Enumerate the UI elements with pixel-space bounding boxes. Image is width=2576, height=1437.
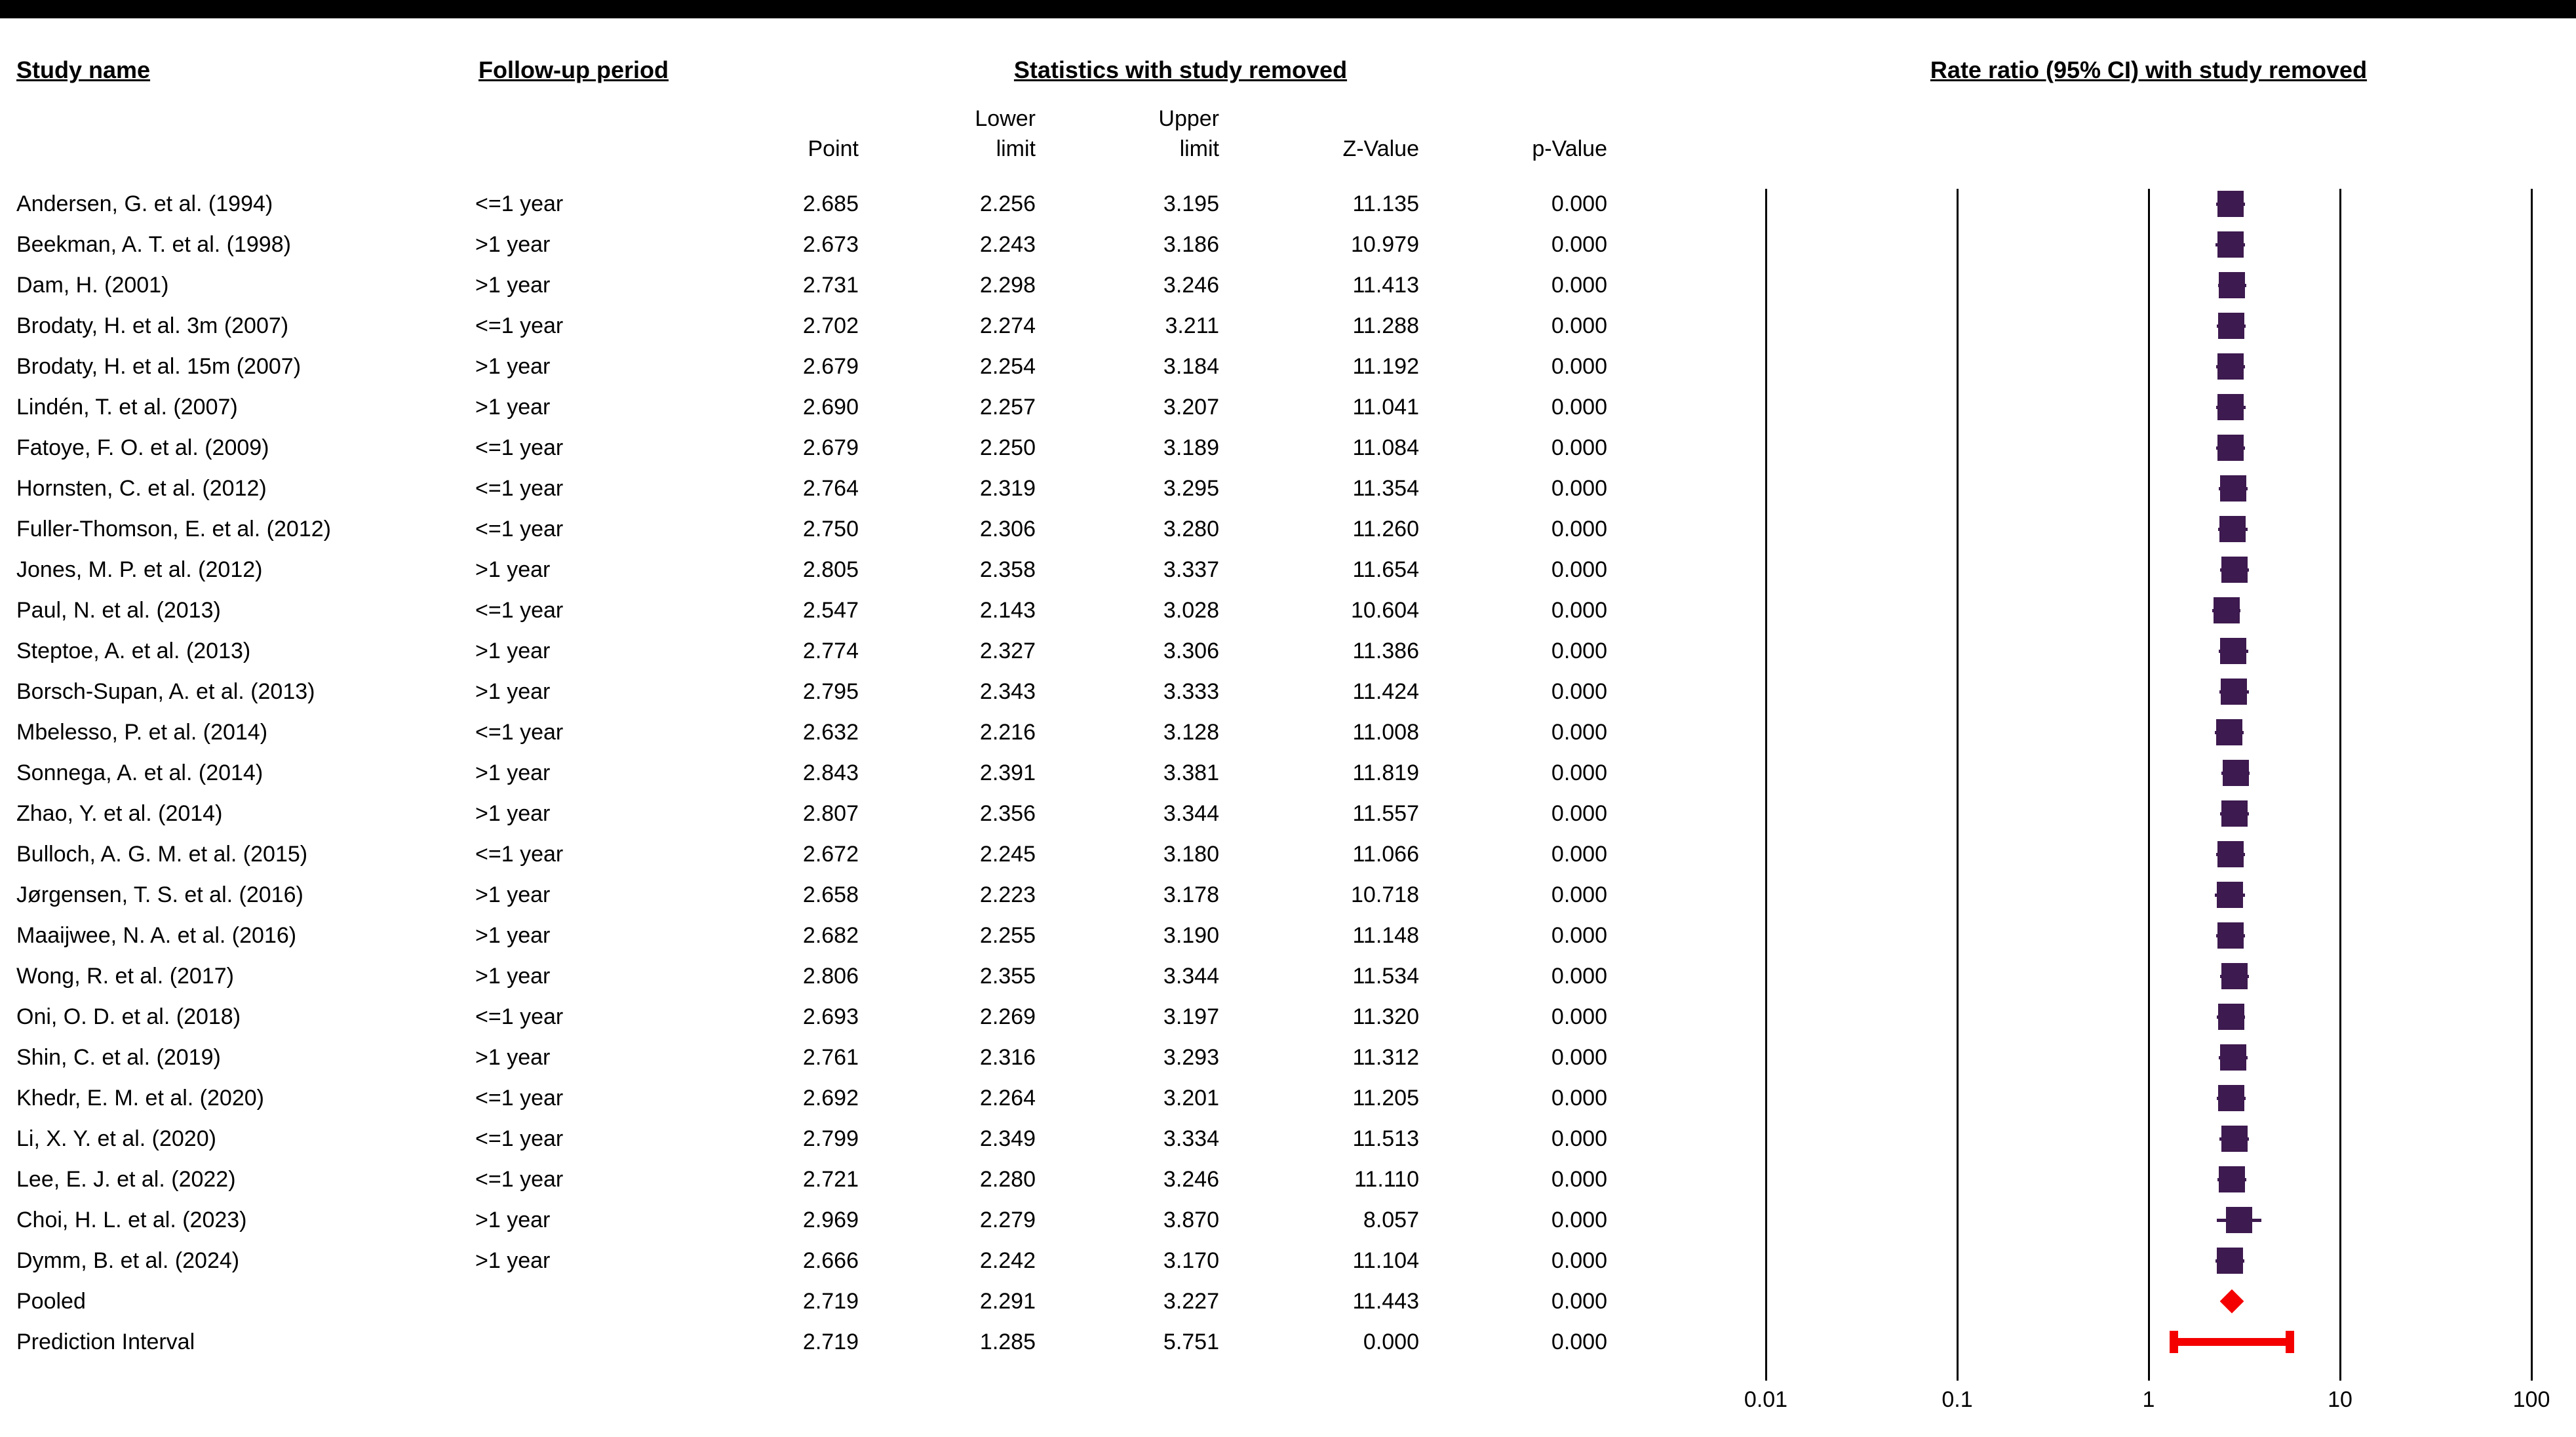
table-row <box>0 1240 2576 1281</box>
upper-limit-value: 3.870 <box>1163 1207 1219 1232</box>
followup-period: >1 year <box>475 353 551 379</box>
lower-limit-value: 2.250 <box>979 435 1036 460</box>
upper-limit-value: 3.306 <box>1163 638 1219 663</box>
table-row <box>0 1281 2576 1322</box>
point-value: 2.843 <box>802 760 859 785</box>
z-value: 11.424 <box>1352 679 1419 704</box>
point-value: 2.690 <box>802 394 859 420</box>
lower-limit-value: 2.298 <box>979 272 1036 298</box>
study-name: Sonnega, A. et al. (2014) <box>16 760 263 785</box>
p-value: 0.000 <box>1551 1004 1607 1029</box>
upper-limit-value: 3.189 <box>1163 435 1219 460</box>
p-value: 0.000 <box>1551 191 1607 216</box>
point-value: 2.795 <box>802 679 859 704</box>
study-name: Zhao, Y. et al. (2014) <box>16 800 223 826</box>
point-value: 2.632 <box>802 719 859 745</box>
column-header-statistics: Statistics with study removed <box>1013 56 1348 83</box>
table-row <box>0 875 2576 915</box>
p-value: 0.000 <box>1551 557 1607 582</box>
followup-period: >1 year <box>475 922 551 948</box>
point-value: 2.672 <box>802 841 859 867</box>
lower-limit-value: 2.254 <box>979 353 1036 379</box>
followup-period: <=1 year <box>475 516 564 541</box>
study-name: Fatoye, F. O. et al. (2009) <box>16 435 269 460</box>
p-value: 0.000 <box>1551 435 1607 460</box>
point-value: 2.799 <box>802 1126 859 1151</box>
upper-limit-value: 3.207 <box>1163 394 1219 420</box>
table-row <box>0 1200 2576 1240</box>
z-value: 11.354 <box>1352 475 1419 501</box>
table-row <box>0 631 2576 671</box>
point-value: 2.807 <box>802 800 859 826</box>
study-name: Mbelesso, P. et al. (2014) <box>16 719 268 745</box>
study-name: Dam, H. (2001) <box>16 272 169 298</box>
column-header-followup-period: Follow-up period <box>478 56 669 83</box>
p-value: 0.000 <box>1551 638 1607 663</box>
upper-limit-value: 3.170 <box>1163 1248 1219 1273</box>
table-row <box>0 346 2576 387</box>
upper-limit-value: 3.180 <box>1163 841 1219 867</box>
followup-period: >1 year <box>475 800 551 826</box>
point-value: 2.719 <box>802 1288 859 1314</box>
upper-limit-value: 3.246 <box>1163 272 1219 298</box>
followup-period: <=1 year <box>475 1126 564 1151</box>
followup-period: <=1 year <box>475 313 564 338</box>
study-name: Brodaty, H. et al. 3m (2007) <box>16 313 289 338</box>
point-value: 2.750 <box>802 516 859 541</box>
point-value: 2.547 <box>802 597 859 623</box>
study-name: Beekman, A. T. et al. (1998) <box>16 231 291 257</box>
study-name: Hornsten, C. et al. (2012) <box>16 475 267 501</box>
point-value: 2.721 <box>802 1166 859 1192</box>
lower-limit-value: 2.306 <box>979 516 1036 541</box>
followup-period: >1 year <box>475 394 551 420</box>
table-row <box>0 712 2576 753</box>
p-value: 0.000 <box>1551 922 1607 948</box>
followup-period: <=1 year <box>475 1085 564 1111</box>
p-value: 0.000 <box>1551 272 1607 298</box>
point-value: 2.673 <box>802 231 859 257</box>
z-value: 11.084 <box>1352 435 1419 460</box>
table-row <box>0 671 2576 712</box>
z-value: 0.000 <box>1363 1329 1419 1354</box>
z-value: 11.192 <box>1352 353 1419 379</box>
table-row <box>0 1322 2576 1362</box>
study-name: Pooled <box>16 1288 86 1314</box>
lower-limit-value: 2.316 <box>979 1044 1036 1070</box>
point-value: 2.658 <box>802 882 859 907</box>
upper-limit-value: 3.197 <box>1163 1004 1219 1029</box>
z-value: 11.386 <box>1352 638 1419 663</box>
upper-limit-value: 3.344 <box>1163 800 1219 826</box>
followup-period: <=1 year <box>475 475 564 501</box>
lower-limit-value: 2.274 <box>979 313 1036 338</box>
table-row <box>0 1078 2576 1118</box>
z-value: 11.320 <box>1352 1004 1419 1029</box>
upper-limit-value: 3.190 <box>1163 922 1219 948</box>
study-name: Lindén, T. et al. (2007) <box>16 394 238 420</box>
upper-limit-value: 3.186 <box>1163 231 1219 257</box>
study-name: Choi, H. L. et al. (2023) <box>16 1207 247 1232</box>
table-row <box>0 468 2576 509</box>
table-row <box>0 1118 2576 1159</box>
z-value: 11.443 <box>1352 1288 1419 1314</box>
lower-limit-value: 2.358 <box>979 557 1036 582</box>
study-name: Steptoe, A. et al. (2013) <box>16 638 251 663</box>
p-value: 0.000 <box>1551 963 1607 989</box>
lower-limit-value: 2.349 <box>979 1126 1036 1151</box>
axis-tick-label: 1 <box>2142 1387 2155 1412</box>
point-value: 2.719 <box>802 1329 859 1354</box>
table-row <box>0 1159 2576 1200</box>
z-value: 10.604 <box>1351 597 1419 623</box>
study-name: Oni, O. D. et al. (2018) <box>16 1004 241 1029</box>
upper-limit-value: 3.227 <box>1163 1288 1219 1314</box>
table-row <box>0 427 2576 468</box>
table-row <box>0 549 2576 590</box>
p-value: 0.000 <box>1551 719 1607 745</box>
p-value: 0.000 <box>1551 1166 1607 1192</box>
upper-limit-value: 3.246 <box>1163 1166 1219 1192</box>
table-row <box>0 915 2576 956</box>
followup-period: >1 year <box>475 557 551 582</box>
point-value: 2.731 <box>802 272 859 298</box>
lower-limit-value: 2.356 <box>979 800 1036 826</box>
point-value: 2.666 <box>802 1248 859 1273</box>
study-name: Prediction Interval <box>16 1329 195 1354</box>
table-row <box>0 184 2576 224</box>
study-name: Jones, M. P. et al. (2012) <box>16 557 263 582</box>
study-name: Fuller-Thomson, E. et al. (2012) <box>16 516 331 541</box>
lower-limit-value: 1.285 <box>979 1329 1036 1354</box>
col-header-lower-limit <box>859 104 1036 164</box>
lower-limit-value: 2.269 <box>979 1004 1036 1029</box>
table-row <box>0 387 2576 427</box>
upper-limit-value: 3.333 <box>1163 679 1219 704</box>
p-value: 0.000 <box>1551 1288 1607 1314</box>
axis-tick-label: 100 <box>2512 1387 2550 1412</box>
upper-limit-value: 3.195 <box>1163 191 1219 216</box>
p-value: 0.000 <box>1551 1207 1607 1232</box>
table-row <box>0 996 2576 1037</box>
point-value: 2.764 <box>802 475 859 501</box>
followup-period: >1 year <box>475 1044 551 1070</box>
p-value: 0.000 <box>1551 1126 1607 1151</box>
column-header-rate-ratio-plot: Rate ratio (95% CI) with study removed <box>1930 56 2368 83</box>
followup-period: >1 year <box>475 638 551 663</box>
z-value: 11.008 <box>1352 719 1419 745</box>
p-value: 0.000 <box>1551 313 1607 338</box>
z-value: 11.413 <box>1352 272 1419 298</box>
z-value: 11.557 <box>1352 800 1419 826</box>
upper-limit-value: 3.295 <box>1163 475 1219 501</box>
p-value: 0.000 <box>1551 475 1607 501</box>
p-value: 0.000 <box>1551 800 1607 826</box>
point-value: 2.682 <box>802 922 859 948</box>
table-row <box>0 265 2576 305</box>
study-name: Dymm, B. et al. (2024) <box>16 1248 240 1273</box>
upper-limit-value: 3.280 <box>1163 516 1219 541</box>
lower-limit-value: 2.280 <box>979 1166 1036 1192</box>
followup-period: <=1 year <box>475 1004 564 1029</box>
point-value: 2.969 <box>802 1207 859 1232</box>
followup-period: <=1 year <box>475 597 564 623</box>
lower-limit-value: 2.319 <box>979 475 1036 501</box>
upper-limit-value: 3.381 <box>1163 760 1219 785</box>
point-value: 2.693 <box>802 1004 859 1029</box>
point-value: 2.702 <box>802 313 859 338</box>
p-value: 0.000 <box>1551 882 1607 907</box>
lower-limit-value: 2.343 <box>979 679 1036 704</box>
sub-header-row <box>0 104 1607 164</box>
lower-limit-value: 2.391 <box>979 760 1036 785</box>
col-header-p-value: p-Value <box>1532 136 1607 161</box>
lower-limit-value: 2.245 <box>979 841 1036 867</box>
followup-period: >1 year <box>475 231 551 257</box>
upper-limit-value: 3.178 <box>1163 882 1219 907</box>
table-row <box>0 1037 2576 1078</box>
upper-limit-value: 3.028 <box>1163 597 1219 623</box>
z-value: 11.110 <box>1354 1166 1419 1192</box>
table-row <box>0 793 2576 834</box>
table-row <box>0 834 2576 875</box>
followup-period: >1 year <box>475 760 551 785</box>
lower-limit-value: 2.243 <box>979 231 1036 257</box>
axis-tick-label: 10 <box>2328 1387 2352 1412</box>
lower-limit-value: 2.216 <box>979 719 1036 745</box>
col-header-upper-limit <box>1036 104 1219 164</box>
lower-limit-value: 2.257 <box>979 394 1036 420</box>
p-value: 0.000 <box>1551 353 1607 379</box>
upper-limit-value: 3.184 <box>1163 353 1219 379</box>
point-value: 2.806 <box>802 963 859 989</box>
upper-limit-value: 3.344 <box>1163 963 1219 989</box>
z-value: 11.654 <box>1352 557 1419 582</box>
followup-period: <=1 year <box>475 841 564 867</box>
p-value: 0.000 <box>1551 394 1607 420</box>
lower-limit-value: 2.242 <box>979 1248 1036 1273</box>
z-value: 11.041 <box>1352 394 1419 420</box>
upper-limit-value: 3.211 <box>1165 313 1219 338</box>
followup-period: >1 year <box>475 1248 551 1273</box>
axis-tick-label: 0.1 <box>1942 1387 1973 1412</box>
z-value: 10.718 <box>1351 882 1419 907</box>
lower-limit-value: 2.291 <box>979 1288 1036 1314</box>
p-value: 0.000 <box>1551 760 1607 785</box>
study-name: Lee, E. J. et al. (2022) <box>16 1166 236 1192</box>
col-header-z-value: Z-Value <box>1342 136 1419 161</box>
p-value: 0.000 <box>1551 516 1607 541</box>
study-name: Wong, R. et al. (2017) <box>16 963 234 989</box>
lower-limit-value: 2.355 <box>979 963 1036 989</box>
z-value: 11.205 <box>1352 1085 1419 1111</box>
point-value: 2.692 <box>802 1085 859 1111</box>
lower-limit-line2: limit <box>996 136 1036 161</box>
table-row <box>0 753 2576 793</box>
table-row <box>0 590 2576 631</box>
followup-period: >1 year <box>475 679 551 704</box>
study-name: Maaijwee, N. A. et al. (2016) <box>16 922 297 948</box>
study-name: Paul, N. et al. (2013) <box>16 597 221 623</box>
followup-period: <=1 year <box>475 435 564 460</box>
z-value: 11.288 <box>1352 313 1419 338</box>
z-value: 8.057 <box>1363 1207 1419 1232</box>
study-name: Bulloch, A. G. M. et al. (2015) <box>16 841 308 867</box>
table-row <box>0 509 2576 549</box>
z-value: 11.148 <box>1352 922 1419 948</box>
followup-period: >1 year <box>475 272 551 298</box>
upper-limit-value: 3.128 <box>1163 719 1219 745</box>
study-name: Shin, C. et al. (2019) <box>16 1044 221 1070</box>
column-header-study-name: Study name <box>16 56 151 83</box>
p-value: 0.000 <box>1551 597 1607 623</box>
study-name: Jørgensen, T. S. et al. (2016) <box>16 882 303 907</box>
upper-limit-value: 5.751 <box>1163 1329 1219 1354</box>
table-row <box>0 305 2576 346</box>
lower-limit-value: 2.264 <box>979 1085 1036 1111</box>
z-value: 11.312 <box>1352 1044 1419 1070</box>
point-value: 2.685 <box>802 191 859 216</box>
study-name: Brodaty, H. et al. 15m (2007) <box>16 353 302 379</box>
point-value: 2.805 <box>802 557 859 582</box>
z-value: 11.260 <box>1352 516 1419 541</box>
upper-limit-value: 3.201 <box>1163 1085 1219 1111</box>
p-value: 0.000 <box>1551 1248 1607 1273</box>
upper-limit-value: 3.293 <box>1163 1044 1219 1070</box>
study-name: Khedr, E. M. et al. (2020) <box>16 1085 264 1111</box>
study-name: Li, X. Y. et al. (2020) <box>16 1126 216 1151</box>
z-value: 11.534 <box>1352 963 1419 989</box>
point-value: 2.774 <box>802 638 859 663</box>
p-value: 0.000 <box>1551 231 1607 257</box>
lower-limit-value: 2.279 <box>979 1207 1036 1232</box>
p-value: 0.000 <box>1551 679 1607 704</box>
upper-limit-line1: Upper <box>1158 106 1219 131</box>
table-body <box>0 184 2576 1362</box>
z-value: 11.104 <box>1352 1248 1419 1273</box>
z-value: 10.979 <box>1351 231 1419 257</box>
point-value: 2.679 <box>802 435 859 460</box>
study-name: Andersen, G. et al. (1994) <box>16 191 273 216</box>
z-value: 11.819 <box>1352 760 1419 785</box>
lower-limit-value: 2.255 <box>979 922 1036 948</box>
lower-limit-value: 2.327 <box>979 638 1036 663</box>
study-name: Borsch-Supan, A. et al. (2013) <box>16 679 315 704</box>
col-header-point: Point <box>808 136 859 161</box>
followup-period: >1 year <box>475 1207 551 1232</box>
followup-period: >1 year <box>475 963 551 989</box>
followup-period: >1 year <box>475 882 551 907</box>
upper-limit-line2: limit <box>1179 136 1219 161</box>
top-bar <box>0 0 2576 18</box>
upper-limit-value: 3.337 <box>1163 557 1219 582</box>
z-value: 11.135 <box>1352 191 1419 216</box>
lower-limit-value: 2.143 <box>979 597 1036 623</box>
point-value: 2.679 <box>802 353 859 379</box>
p-value: 0.000 <box>1551 1044 1607 1070</box>
p-value: 0.000 <box>1551 841 1607 867</box>
axis-tick-label: 0.01 <box>1744 1387 1788 1412</box>
lower-limit-value: 2.223 <box>979 882 1036 907</box>
z-value: 11.513 <box>1352 1126 1419 1151</box>
z-value: 11.066 <box>1352 841 1419 867</box>
lower-limit-value: 2.256 <box>979 191 1036 216</box>
upper-limit-value: 3.334 <box>1163 1126 1219 1151</box>
followup-period: <=1 year <box>475 1166 564 1192</box>
table-row <box>0 956 2576 996</box>
table-row <box>0 224 2576 265</box>
followup-period: <=1 year <box>475 719 564 745</box>
point-value: 2.761 <box>802 1044 859 1070</box>
followup-period: <=1 year <box>475 191 564 216</box>
p-value: 0.000 <box>1551 1085 1607 1111</box>
lower-limit-line1: Lower <box>975 106 1036 131</box>
p-value: 0.000 <box>1551 1329 1607 1354</box>
